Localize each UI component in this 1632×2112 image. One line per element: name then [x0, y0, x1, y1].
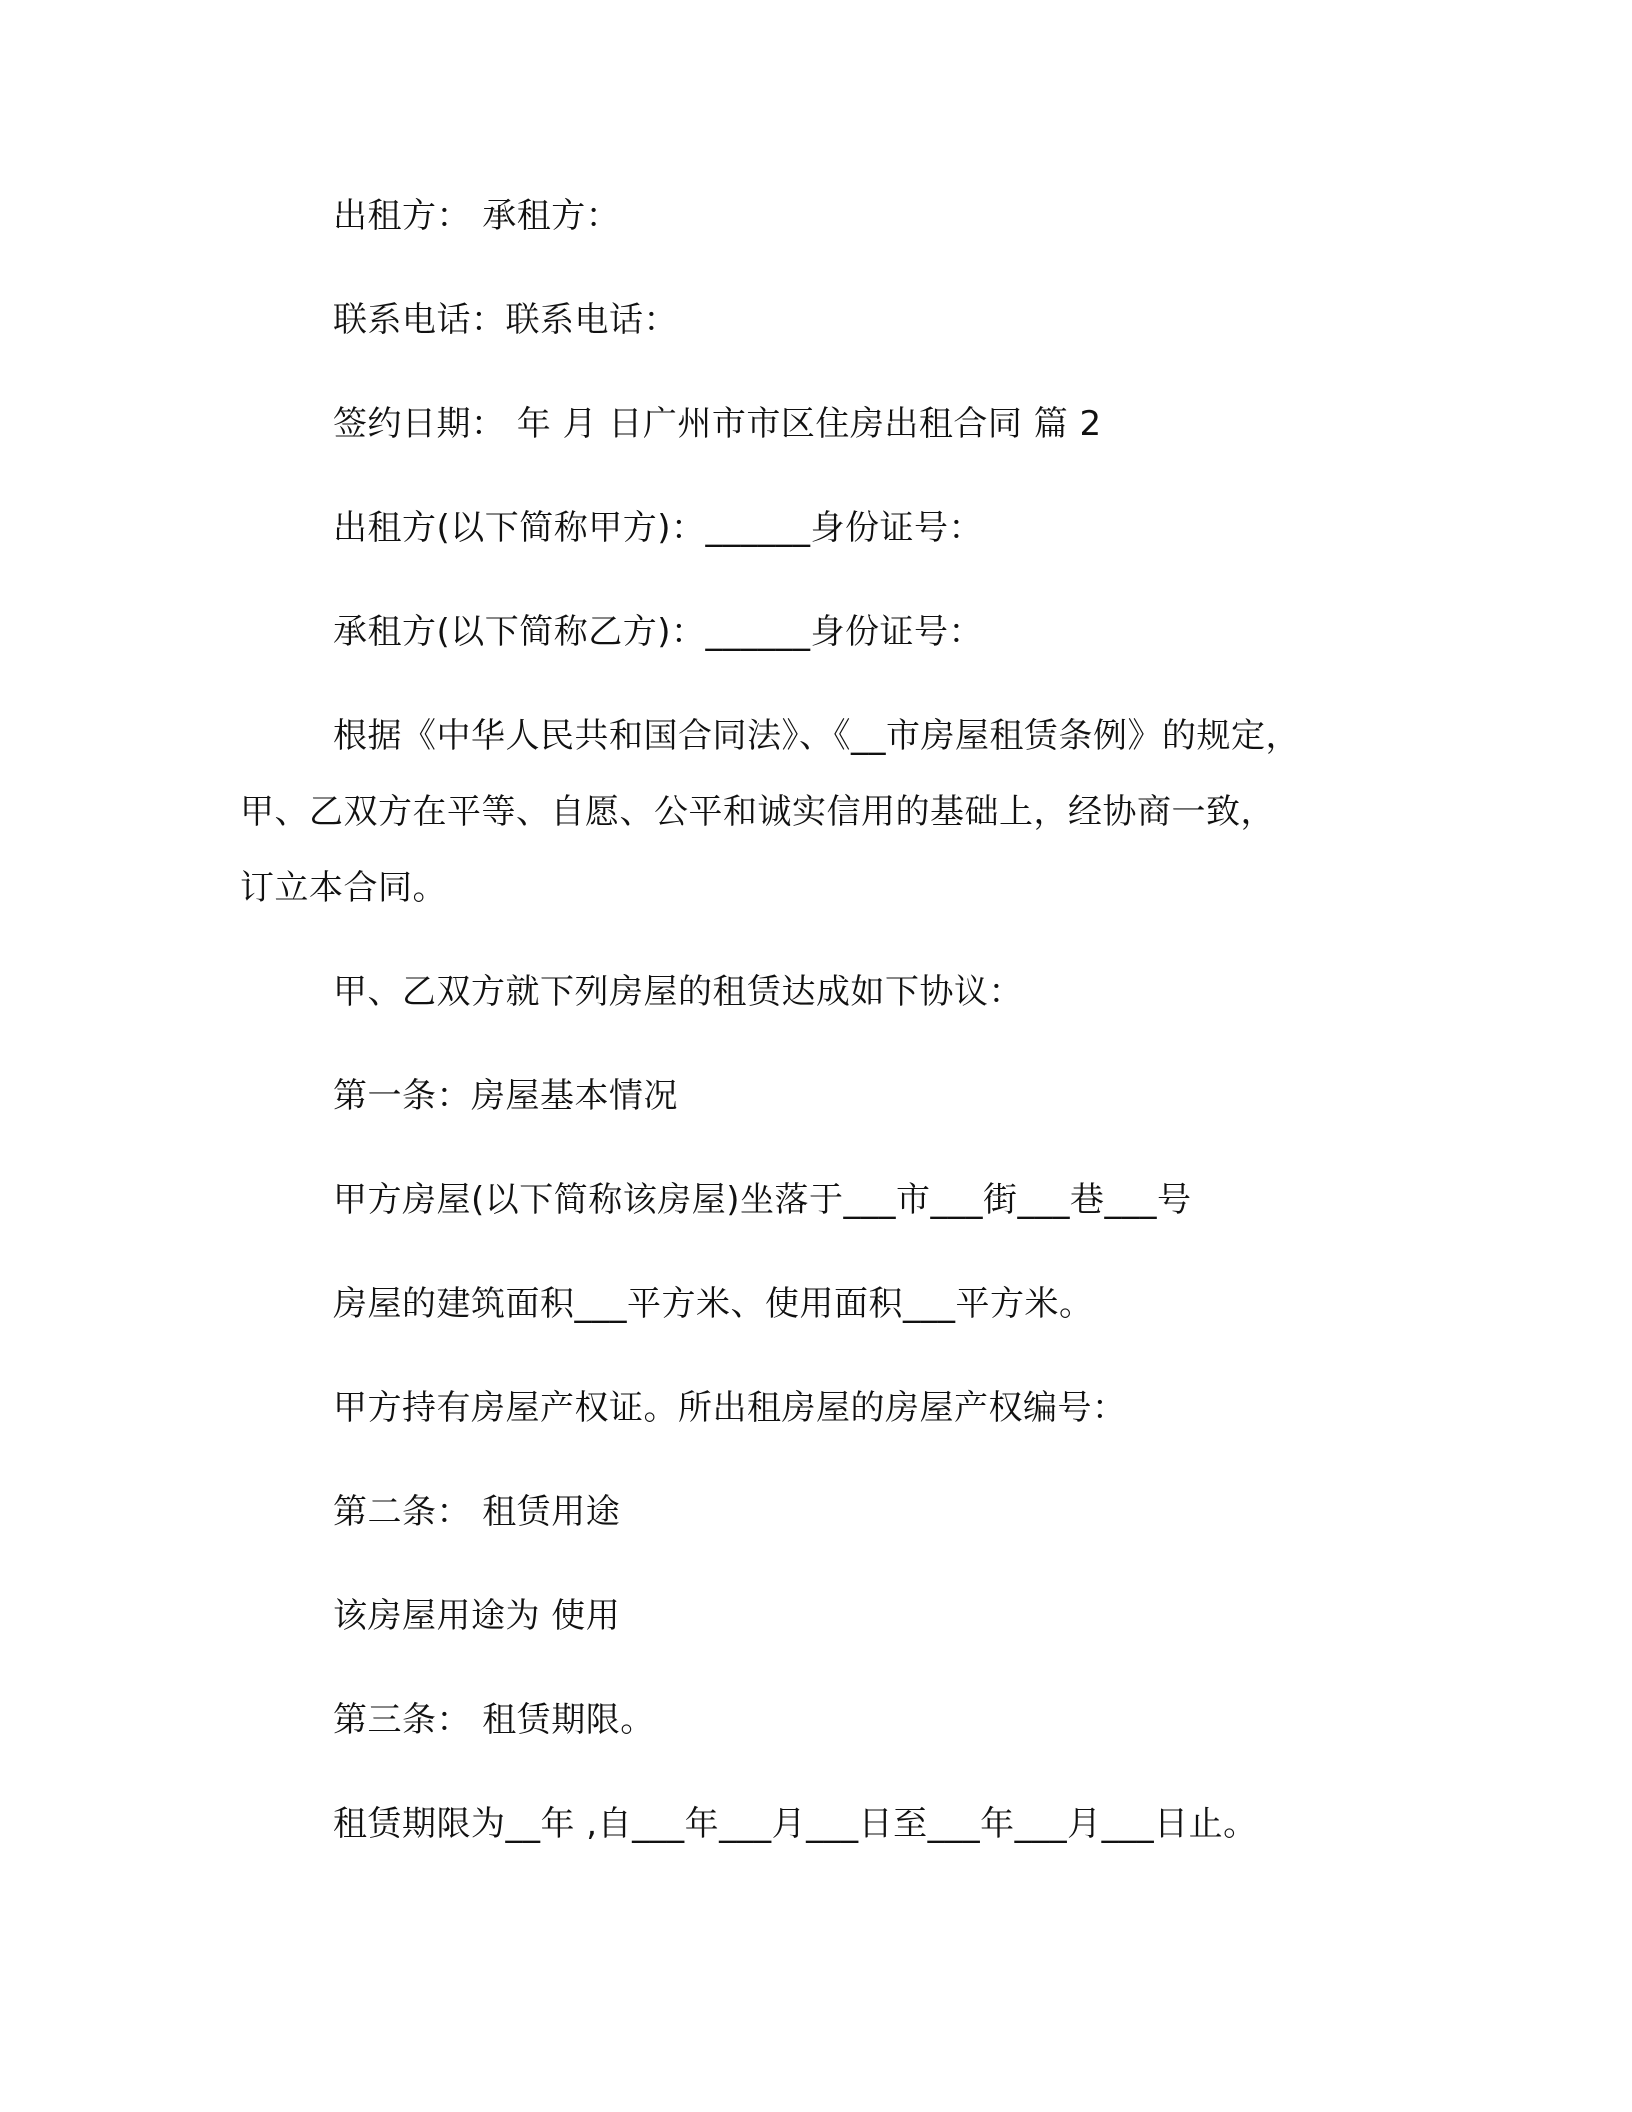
property-certificate-line: 甲方持有房屋产权证。所出租房屋的房屋产权编号：	[333, 1388, 1127, 1428]
party-a-line: 出租方(以下简称甲方)：______身份证号：	[333, 508, 984, 548]
article-3-heading: 第三条： 租赁期限。	[333, 1700, 655, 1740]
agreement-intro-line: 甲、乙双方就下列房屋的租赁达成如下协议：	[333, 972, 1023, 1012]
legal-basis-line-1: 根据《中华人民共和国合同法》、《__市房屋租赁条例》的规定，	[333, 716, 1300, 756]
lease-term-line: 租赁期限为__年 ,自___年___月___日至___年___月___日止。	[333, 1804, 1258, 1844]
lessor-lessee-line: 出租方： 承租方：	[333, 196, 621, 236]
property-area-line: 房屋的建筑面积___平方米、使用面积___平方米。	[333, 1284, 1094, 1324]
article-2-heading: 第二条： 租赁用途	[333, 1492, 621, 1532]
legal-basis-line-3: 订立本合同。	[240, 868, 447, 908]
legal-basis-line-2: 甲、乙双方在平等、自愿、公平和诚实信用的基础上，经协商一致，	[240, 792, 1275, 832]
article-1-heading: 第一条：房屋基本情况	[333, 1076, 678, 1116]
property-location-line: 甲方房屋(以下简称该房屋)坐落于___市___街___巷___号	[333, 1180, 1192, 1220]
signing-date-line: 签约日期： 年 月 日广州市市区住房出租合同 篇 2	[333, 404, 1102, 444]
party-b-line: 承租方(以下简称乙方)：______身份证号：	[333, 612, 984, 652]
phone-line: 联系电话：联系电话：	[333, 300, 678, 340]
property-use-line: 该房屋用途为 使用	[333, 1596, 621, 1636]
